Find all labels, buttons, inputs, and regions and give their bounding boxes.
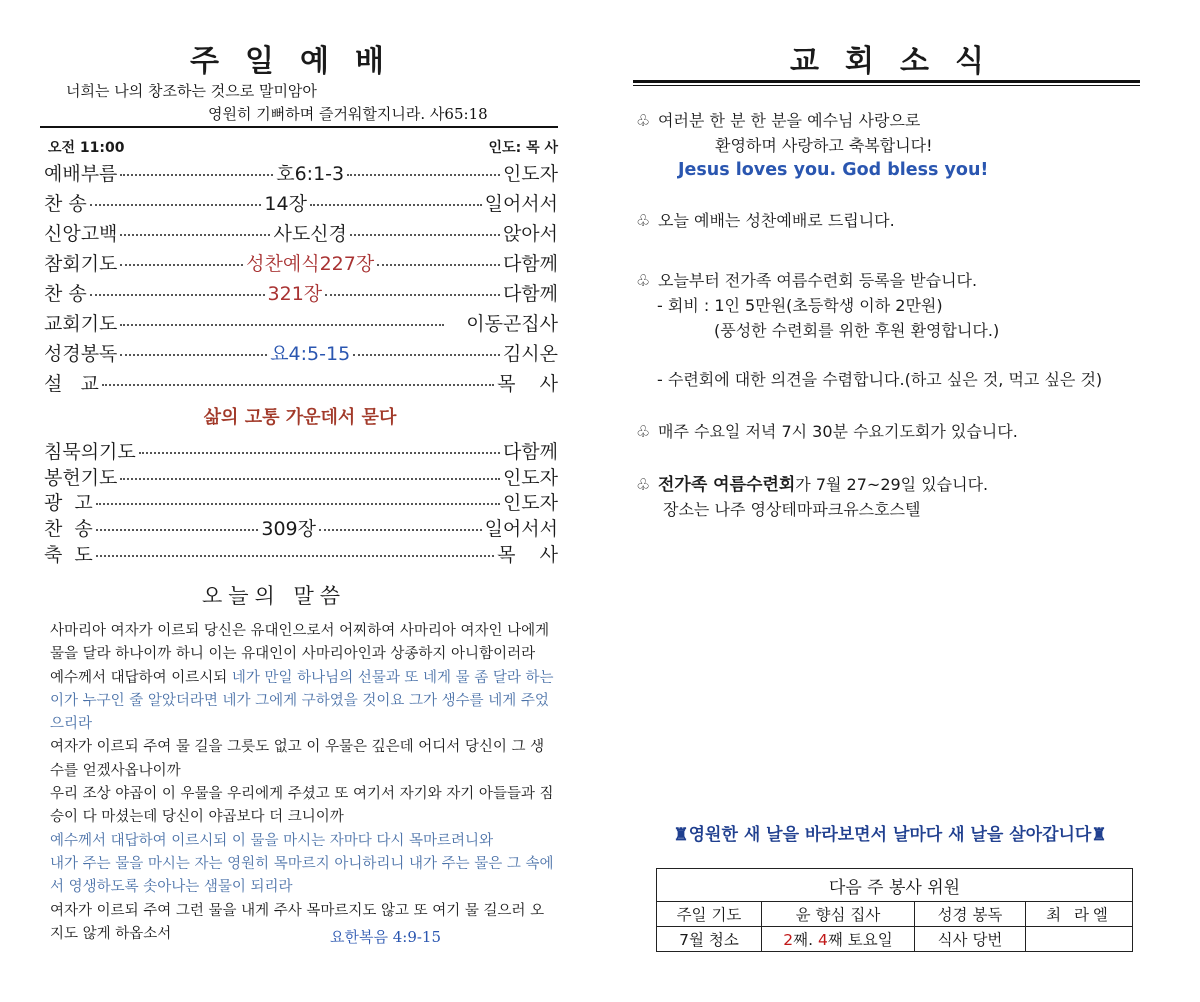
notice-welcome <box>636 108 920 133</box>
table-text: 째. <box>793 931 818 949</box>
order-row-sermon <box>44 367 558 397</box>
leader-dots <box>120 264 243 266</box>
order-label: 침묵의기도 <box>44 440 136 463</box>
table-text: 째 토요일 <box>827 931 893 949</box>
order-label: 찬 송 <box>44 192 87 215</box>
leader-dots <box>120 478 500 480</box>
table-header: 다음 주 봉사 위원 <box>657 869 1133 902</box>
notice-retreat-registration <box>636 268 977 293</box>
table-cell: 최 라엘 <box>1026 902 1133 927</box>
order-row-scripture <box>44 337 558 367</box>
scripture-reference: 요한복음 4:9-15 <box>330 928 442 946</box>
scripture-paragraph <box>50 667 558 737</box>
title-divider <box>40 126 558 128</box>
order-row-creed <box>44 217 558 247</box>
scripture-quote: 네가 만일 하나님의 선물과 또 네게 물 좀 달라 하는 이가 누구인 줄 알았더라면 네가 그에게 구하였을 것이요 그가 생수를 네게 주었으리라 <box>50 669 554 733</box>
order-label: 예배부름 <box>44 162 118 185</box>
clover-icon: ♧ <box>636 475 651 494</box>
notice-retreat-date <box>636 472 988 498</box>
notice-retreat-place: 장소는 나주 영상테마파크유스호스텔 <box>663 500 921 519</box>
theme-verse-line2: 영원히 기뻐하며 즐거워할지니라. 사65:18 <box>208 105 488 123</box>
leader-dots <box>350 234 500 236</box>
order-performer: 인도자 <box>502 466 558 489</box>
scripture-paragraph: 여자가 이르되 주여 물 길을 그릇도 없고 이 우물은 깊은데 어디서 당신이 그 생수를 얻겠사옵나이까 <box>50 739 545 779</box>
leader-dots <box>96 529 259 531</box>
scripture-paragraph: 예수께서 대답하여 이르시되 이 물을 마시는 자마다 다시 목마르려니와 <box>50 832 494 849</box>
clover-icon: ♧ <box>636 211 651 230</box>
leader-dots <box>120 174 273 176</box>
notice-highlight: 전가족 여름수련회 <box>658 475 796 495</box>
order-performer: 다함께 <box>502 252 558 275</box>
leader-dots <box>120 234 270 236</box>
scripture-paragraph: 사마리아 여자가 이르되 당신은 유대인으로서 어찌하여 사마리아 여자인 나에게 물을 달라 하나이까 하니 이는 유대인이 사마리아인과 상종하지 아니함이러라 <box>50 623 550 663</box>
scripture-text <box>50 620 558 946</box>
order-label: 교회기도 <box>44 312 118 335</box>
notice-welcome-line2: 환영하며 사랑하고 축복합니다! <box>715 136 933 155</box>
order-label: 설 교 <box>44 372 99 395</box>
notice-communion <box>636 208 895 233</box>
order-row-hymn1 <box>44 187 558 217</box>
order-performer: 다함께 <box>502 282 558 305</box>
leader-dots <box>139 452 500 454</box>
table-cell: 7월 청소 <box>657 927 762 952</box>
order-row-benediction <box>44 538 558 568</box>
notice-text: 여러분 한 분 한 분을 예수님 사랑으로 <box>658 111 921 130</box>
order-label: 축 도 <box>44 543 93 566</box>
scripture-paragraph: 우리 조상 야곱이 이 우물을 우리에게 주셨고 또 여기서 자기와 자기 아들들과 짐승이 다 마셨는데 당신이 야곱보다 더 크니이까 <box>50 786 554 826</box>
leader-dots <box>120 354 267 356</box>
order-performer: 목 사 <box>497 372 558 395</box>
order-label: 봉헌기도 <box>44 466 118 489</box>
order-performer: 이동곤집사 <box>466 312 558 335</box>
leader-dots <box>90 294 265 296</box>
order-performer: 인도자 <box>502 491 558 514</box>
order-label: 성경봉독 <box>44 342 118 365</box>
scripture-paragraph: 내가 주는 물을 마시는 자는 영원히 목마르지 아니하리니 내가 주는 물은 그 속에서 영생하도록 솟아나는 샘물이 되리라 <box>50 855 554 896</box>
title-divider <box>633 80 1140 83</box>
table-cell <box>762 927 915 952</box>
church-news-title: 교회소식 <box>790 44 1010 79</box>
notice-retreat-survey: - 수련회에 대한 의견을 수렴합니다.(하고 싶은 것, 먹고 싶은 것) <box>657 370 1103 389</box>
week-number: 2 <box>783 931 794 949</box>
table-cell: 성경 봉독 <box>915 902 1026 927</box>
next-week-servers-table <box>656 868 1133 952</box>
order-label: 참회기도 <box>44 252 118 275</box>
service-time: 오전 11:00 <box>48 140 125 156</box>
table-row <box>657 927 1133 952</box>
order-detail: 성찬예식227장 <box>246 252 375 275</box>
theme-verse-line1: 너희는 나의 창조하는 것으로 말미암아 <box>66 82 317 100</box>
leader-dots <box>319 529 482 531</box>
order-label: 신앙고백 <box>44 222 118 245</box>
notice-text: 오늘부터 전가족 여름수련회 등록을 받습니다. <box>658 271 978 290</box>
todays-word-title: 오늘의 말씀 <box>201 584 347 608</box>
clover-icon: ♧ <box>636 111 651 130</box>
order-detail: 321장 <box>267 282 323 305</box>
order-detail: 14장 <box>264 192 307 215</box>
notice-retreat-fee: - 회비 : 1인 5만원(초등학생 이하 2만원) <box>657 296 943 315</box>
clover-icon: ♧ <box>636 422 651 441</box>
clover-icon: ♧ <box>636 271 651 290</box>
leader-dots <box>120 324 444 326</box>
order-row-church-prayer <box>44 307 558 337</box>
leader-dots <box>102 384 494 386</box>
order-performer: 일어서서 <box>484 192 559 215</box>
order-performer: 인도자 <box>502 162 558 185</box>
service-leader: 인도: 목 사 <box>488 140 558 156</box>
church-motto: ♜영원한 새 날을 바라보면서 날마다 새 날을 살아갑니다♜ <box>673 825 1107 845</box>
leader-dots <box>310 204 482 206</box>
table-cell: 주일 기도 <box>657 902 762 927</box>
leader-dots <box>96 555 494 557</box>
leader-dots <box>325 294 500 296</box>
order-detail: 호6:1-3 <box>276 162 345 185</box>
notice-text: 오늘 예배는 성찬예배로 드립니다. <box>658 211 895 230</box>
leader-dots <box>347 174 500 176</box>
notice-retreat-support: (풍성한 수련회를 위한 후원 환영합니다.) <box>714 321 1000 340</box>
order-performer: 일어서서 <box>484 517 558 540</box>
table-row <box>657 902 1133 927</box>
order-row-call <box>44 157 558 187</box>
title-divider <box>633 85 1140 86</box>
order-performer: 다함께 <box>502 440 558 463</box>
scripture-narration: 예수께서 대답하여 이르시되 <box>50 669 232 686</box>
table-cell <box>1026 927 1133 952</box>
leader-dots <box>90 204 262 206</box>
week-number: 4 <box>818 931 828 949</box>
order-performer: 목 사 <box>497 543 558 566</box>
table-cell: 식사 당번 <box>915 927 1026 952</box>
leader-dots <box>96 503 500 505</box>
leader-dots <box>353 354 500 356</box>
order-performer: 앉아서 <box>502 222 558 245</box>
notice-wednesday-prayer <box>636 419 1018 444</box>
order-row-repentance <box>44 247 558 277</box>
order-label: 찬 송 <box>44 282 87 305</box>
notice-text: 매주 수요일 저녁 7시 30분 수요기도회가 있습니다. <box>658 422 1018 441</box>
order-label: 찬 송 <box>44 517 93 540</box>
leader-dots <box>377 264 500 266</box>
notice-text: 가 7월 27~29일 있습니다. <box>795 475 989 494</box>
table-cell: 윤 향심 집사 <box>762 902 915 927</box>
order-detail: 요4:5-15 <box>270 342 351 365</box>
order-row-hymn2 <box>44 277 558 307</box>
sermon-title: 삶의 고통 가운데서 묻다 <box>203 407 397 428</box>
order-performer: 김시온 <box>502 342 559 365</box>
order-detail: 사도신경 <box>273 222 347 245</box>
notice-english-blessing: Jesus loves you. God bless you! <box>678 160 989 180</box>
order-label: 광 고 <box>44 491 93 514</box>
scripture-paragraph: 여자가 이르되 주여 그런 물을 내게 주사 목마르지도 않고 또 여기 물 길으러 오지도 않게 하옵소서 <box>50 902 545 942</box>
worship-title: 주일예배 <box>190 44 410 79</box>
order-detail: 309장 <box>261 517 316 540</box>
